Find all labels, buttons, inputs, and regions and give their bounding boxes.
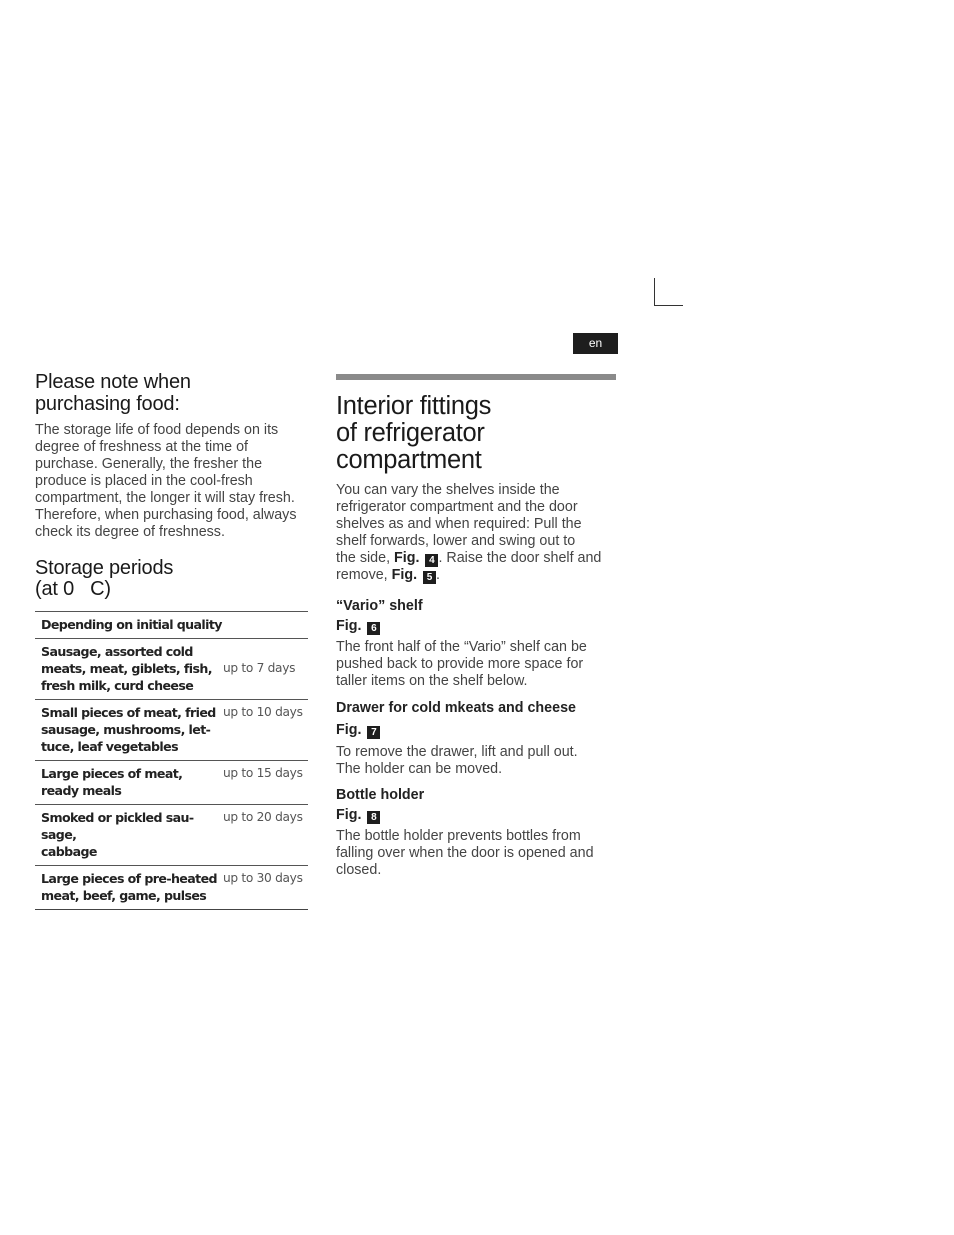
days-cell: up to 10 days xyxy=(217,700,308,761)
figure-number-badge: 5 xyxy=(423,571,436,584)
figure-reference-label: Fig. xyxy=(336,807,362,823)
figure-reference-label: Fig. xyxy=(394,550,420,566)
figure-reference-label: Fig. xyxy=(336,722,362,738)
title-line: Interior fittings xyxy=(336,392,492,420)
text-line: closed. xyxy=(336,862,382,878)
text-line: The holder can be moved. xyxy=(336,761,503,777)
text-line: compartment, the longer it will stay fresh. xyxy=(35,490,295,506)
heading-line: Please note when xyxy=(35,371,191,393)
food-line: fresh milk, curd cheese xyxy=(41,678,194,693)
food-line: ready meals xyxy=(41,783,122,798)
food-line: cabbage xyxy=(41,844,97,859)
food-line: Large pieces of pre-heated xyxy=(41,871,217,886)
figure-number-badge: 8 xyxy=(367,811,380,824)
text-fragment: remove, xyxy=(336,567,392,583)
heading-line: (at 0 C) xyxy=(35,578,111,600)
food-line: meats, meat, giblets, fish, xyxy=(41,661,212,676)
text-line: refrigerator compartment and the door xyxy=(336,499,578,515)
table-row xyxy=(35,639,308,700)
text-line: shelf forwards, lower and swing out to xyxy=(336,533,576,549)
figure-reference xyxy=(336,618,616,635)
food-line: Smoked or pickled sau- xyxy=(41,810,194,825)
heading-line: purchasing food: xyxy=(35,393,180,415)
table-header-cell: Depending on initial quality xyxy=(35,612,308,639)
intro-text xyxy=(336,482,616,584)
text-line: shelves as and when required: Pull the xyxy=(336,516,582,532)
food-line: sausage, mushrooms, let- xyxy=(41,722,211,737)
food-cell xyxy=(35,700,217,761)
crop-mark xyxy=(654,278,683,306)
table-row xyxy=(35,761,308,805)
section-rule xyxy=(336,374,616,380)
text-line: The bottle holder prevents bottles from xyxy=(336,828,581,844)
days-cell: up to 20 days xyxy=(217,805,308,866)
table-row xyxy=(35,805,308,866)
figure-number-badge: 7 xyxy=(367,726,380,739)
food-line: Sausage, assorted cold xyxy=(41,644,193,659)
text-line: You can vary the shelves inside the xyxy=(336,482,560,498)
table-row xyxy=(35,700,308,761)
language-tab: en xyxy=(573,333,618,354)
text-line: purchase. Generally, the fresher the xyxy=(35,456,263,472)
heading-purchasing-note xyxy=(35,371,313,415)
section-heading-vario-shelf: “Vario” shelf xyxy=(336,598,423,614)
storage-periods-table xyxy=(35,611,308,910)
section-heading-drawer: Drawer for cold mkeats and cheese xyxy=(336,700,576,716)
text-line: produce is placed in the cool-fresh xyxy=(35,473,253,489)
text-line: pushed back to provide more space for xyxy=(336,656,584,672)
food-line: tuce, leaf vegetables xyxy=(41,739,178,754)
food-line: sage, xyxy=(41,827,77,842)
right-column xyxy=(336,374,616,879)
figure-reference xyxy=(336,807,616,824)
text-fragment: the side, xyxy=(336,550,395,566)
food-line: meat, beef, game, pulses xyxy=(41,888,207,903)
section-text xyxy=(336,639,616,690)
table-header-row xyxy=(35,612,308,639)
page-title xyxy=(336,393,616,474)
purchasing-note-text xyxy=(35,422,313,541)
text-line xyxy=(336,567,616,584)
figure-reference xyxy=(336,722,616,739)
title-line: compartment xyxy=(336,446,482,474)
section-text xyxy=(336,744,616,778)
text-fragment: . xyxy=(436,567,441,583)
text-line: taller items on the shelf below. xyxy=(336,673,528,689)
heading-line: Storage periods xyxy=(35,557,174,579)
text-line: Therefore, when purchasing food, always xyxy=(35,507,297,523)
section-text xyxy=(336,828,616,879)
food-cell xyxy=(35,761,217,805)
text-line: To remove the drawer, lift and pull out. xyxy=(336,744,578,760)
text-line: The storage life of food depends on its xyxy=(35,422,279,438)
text-line: The front half of the “Vario” shelf can be xyxy=(336,639,587,655)
title-line: of refrigerator xyxy=(336,419,485,447)
days-cell: up to 30 days xyxy=(217,866,308,910)
figure-reference-label: Fig. xyxy=(336,618,362,634)
text-fragment: . Raise the door shelf and xyxy=(438,550,602,566)
text-line: falling over when the door is opened and xyxy=(336,845,594,861)
text-line: check its degree of freshness. xyxy=(35,524,225,540)
food-line: Large pieces of meat, xyxy=(41,766,183,781)
figure-number-badge: 4 xyxy=(425,554,438,567)
text-line: degree of freshness at the time of xyxy=(35,439,248,455)
days-cell: up to 7 days xyxy=(217,639,308,700)
heading-storage-periods xyxy=(35,558,313,600)
food-cell xyxy=(35,866,217,910)
text-line xyxy=(336,550,616,567)
food-cell xyxy=(35,639,217,700)
food-line: Small pieces of meat, fried xyxy=(41,705,216,720)
left-column xyxy=(35,370,313,910)
section-heading-bottle-holder: Bottle holder xyxy=(336,787,425,803)
figure-reference-label: Fig. xyxy=(391,567,418,583)
food-cell xyxy=(35,805,217,866)
days-cell: up to 15 days xyxy=(217,761,308,805)
figure-number-badge: 6 xyxy=(367,622,380,635)
table-row xyxy=(35,866,308,910)
